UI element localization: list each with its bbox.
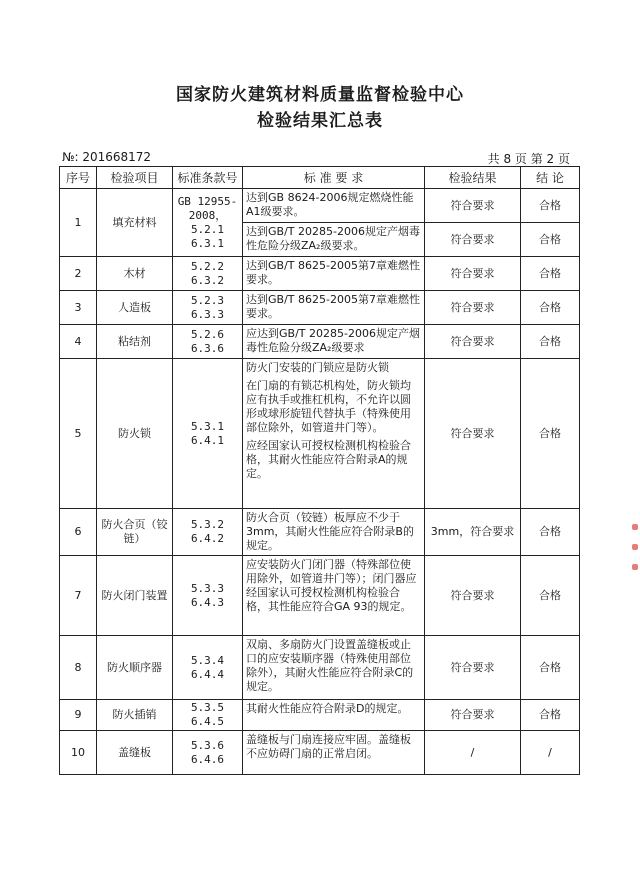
table-row xyxy=(60,189,580,223)
table-row xyxy=(60,325,580,359)
test-item: 填充材料 xyxy=(97,189,173,257)
test-item: 防火闭门装置 xyxy=(97,556,173,636)
requirement-text: 应达到GB/T 20285-2006规定产烟毒性危险分级ZA₂级要求 xyxy=(246,327,420,354)
table-row xyxy=(60,509,580,556)
test-result: 符合要求 xyxy=(425,223,521,257)
row-number: 10 xyxy=(60,731,97,775)
table-row xyxy=(60,257,580,291)
test-result: 符合要求 xyxy=(425,291,521,325)
requirement-cell xyxy=(243,700,425,731)
test-result: 符合要求 xyxy=(425,636,521,700)
row-number: 7 xyxy=(60,556,97,636)
test-result: 符合要求 xyxy=(425,359,521,509)
requirement-text: 在门扇的有锁芯机构处，防火锁均应有执手或推杠机构，不允许以圆形或球形旋钮代替执手（特殊使用部位除外，如管道井门等）。 xyxy=(246,379,411,434)
requirement-text: 达到GB/T 20285-2006规定产烟毒性危险分级ZA₂级要求。 xyxy=(246,225,420,252)
requirement-cell xyxy=(243,731,425,775)
requirement-text: 应经国家认可授权检测机构检验合格，其耐火性能应符合附录A的规定。 xyxy=(246,439,411,480)
clause-number: 5.3.6 6.4.6 xyxy=(173,731,243,775)
requirement-cell xyxy=(243,291,425,325)
table-row xyxy=(60,556,580,636)
conclusion: 合格 xyxy=(521,556,580,636)
requirement-cell xyxy=(243,325,425,359)
conclusion: 合格 xyxy=(521,359,580,509)
clause-number: 5.3.3 6.4.3 xyxy=(173,556,243,636)
clause-number: 5.3.1 6.4.1 xyxy=(173,359,243,509)
requirement-text: 达到GB 8624-2006规定燃烧性能A1级要求。 xyxy=(246,191,414,218)
requirement-text: 其耐火性能应符合附录D的规定。 xyxy=(246,702,409,715)
column-header: 标准条款号 xyxy=(173,167,243,189)
test-result: 符合要求 xyxy=(425,556,521,636)
test-result: / xyxy=(425,731,521,775)
column-header: 检验项目 xyxy=(97,167,173,189)
requirement-cell xyxy=(243,556,425,636)
test-result: 3mm，符合要求 xyxy=(425,509,521,556)
test-item: 防火插销 xyxy=(97,700,173,731)
requirement-text: 达到GB/T 8625-2005第7章难燃性要求。 xyxy=(246,259,420,286)
table-row xyxy=(60,700,580,731)
requirement-cell xyxy=(243,223,425,257)
conclusion: 合格 xyxy=(521,509,580,556)
requirement-text: 应安装防火门闭门器（特殊部位使用除外，如管道井门等）；闭门器应经国家认可授权检测机构检验合格，其性能应符合GA 93的规定。 xyxy=(246,558,417,613)
column-header: 结 论 xyxy=(521,167,580,189)
clause-number: GB 12955-2008，5.2.1 6.3.1 xyxy=(173,189,243,257)
row-number: 3 xyxy=(60,291,97,325)
row-number: 8 xyxy=(60,636,97,700)
conclusion: 合格 xyxy=(521,700,580,731)
clause-number: 5.3.2 6.4.2 xyxy=(173,509,243,556)
row-number: 1 xyxy=(60,189,97,257)
test-item: 盖缝板 xyxy=(97,731,173,775)
seal-fragment xyxy=(626,510,640,630)
clause-number: 5.2.3 6.3.3 xyxy=(173,291,243,325)
requirement-text: 达到GB/T 8625-2005第7章难燃性要求。 xyxy=(246,293,420,320)
test-result: 符合要求 xyxy=(425,257,521,291)
conclusion: 合格 xyxy=(521,325,580,359)
requirement-cell xyxy=(243,189,425,223)
requirement-text: 防火合页（铰链）板厚应不少于3mm，其耐火性能应符合附录B的规定。 xyxy=(246,511,414,552)
conclusion: 合格 xyxy=(521,291,580,325)
test-item: 防火锁 xyxy=(97,359,173,509)
conclusion: 合格 xyxy=(521,257,580,291)
results-table xyxy=(59,166,580,775)
column-header: 序号 xyxy=(60,167,97,189)
document-title: 国家防火建筑材料质量监督检验中心 xyxy=(176,85,464,105)
test-result: 符合要求 xyxy=(425,189,521,223)
requirement-cell xyxy=(243,509,425,556)
conclusion: 合格 xyxy=(521,189,580,223)
requirement-text: 防火门安装的门锁应是防火锁 xyxy=(246,361,389,374)
document-subtitle: 检验结果汇总表 xyxy=(257,111,383,131)
row-number: 5 xyxy=(60,359,97,509)
clause-number: 5.3.4 6.4.4 xyxy=(173,636,243,700)
table-row xyxy=(60,731,580,775)
test-result: 符合要求 xyxy=(425,325,521,359)
clause-number: 5.2.6 6.3.6 xyxy=(173,325,243,359)
conclusion: 合格 xyxy=(521,223,580,257)
page-indicator: 共 8 页 第 2 页 xyxy=(487,152,570,166)
report-number: №: 201668172 xyxy=(62,150,152,164)
test-item: 粘结剂 xyxy=(97,325,173,359)
requirement-text: 盖缝板与门扇连接应牢固。盖缝板不应妨碍门扇的正常启闭。 xyxy=(246,733,411,760)
table-row xyxy=(60,359,580,509)
requirement-cell xyxy=(243,257,425,291)
row-number: 6 xyxy=(60,509,97,556)
row-number: 9 xyxy=(60,700,97,731)
clause-number: 5.2.2 6.3.2 xyxy=(173,257,243,291)
row-number: 4 xyxy=(60,325,97,359)
requirement-cell xyxy=(243,636,425,700)
column-header: 检验结果 xyxy=(425,167,521,189)
test-item: 防火顺序器 xyxy=(97,636,173,700)
column-header: 标 准 要 求 xyxy=(243,167,425,189)
test-item: 防火合页（铰链） xyxy=(97,509,173,556)
requirement-cell xyxy=(243,359,425,509)
clause-number: 5.3.5 6.4.5 xyxy=(173,700,243,731)
requirement-text: 双扇、多扇防火门设置盖缝板或止口的应安装顺序器（特殊使用部位除外），其耐火性能应符合附录C的规定。 xyxy=(246,638,414,693)
table-row xyxy=(60,291,580,325)
test-item: 木材 xyxy=(97,257,173,291)
table-row xyxy=(60,636,580,700)
test-item: 人造板 xyxy=(97,291,173,325)
conclusion: / xyxy=(521,731,580,775)
table-header-row xyxy=(60,167,580,189)
conclusion: 合格 xyxy=(521,636,580,700)
test-result: 符合要求 xyxy=(425,700,521,731)
row-number: 2 xyxy=(60,257,97,291)
